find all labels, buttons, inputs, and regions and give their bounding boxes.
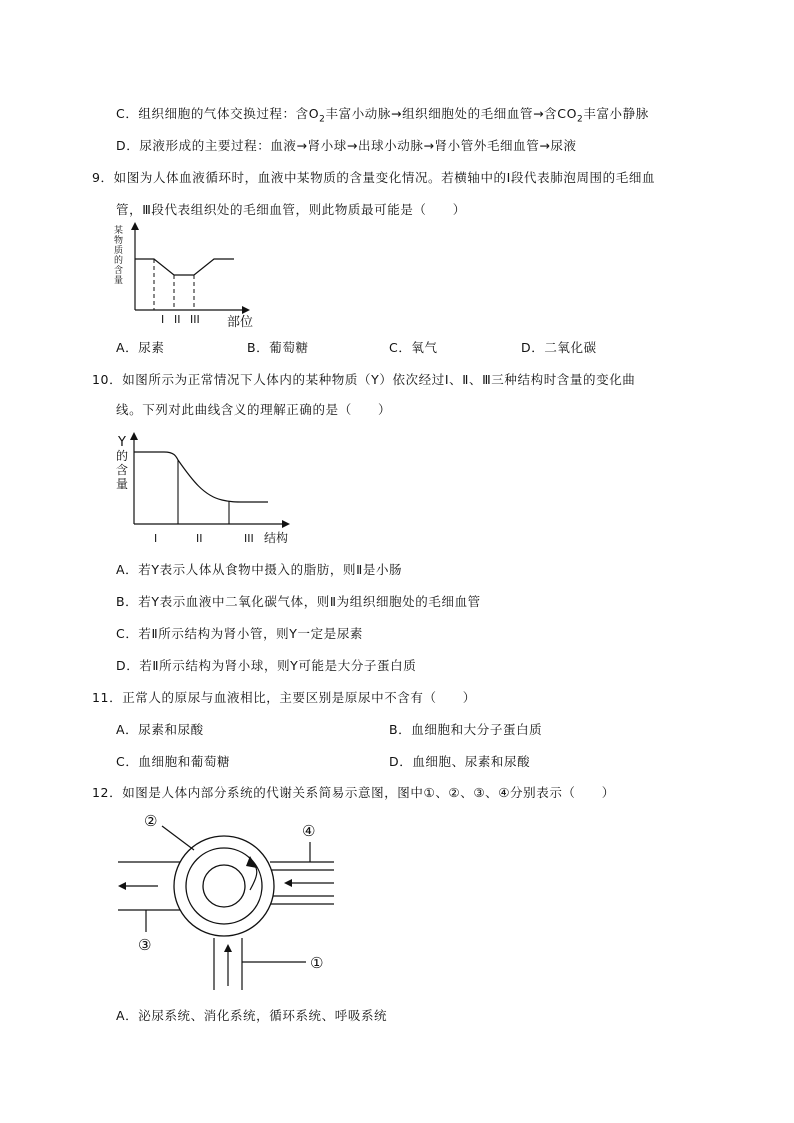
q8-option-c: C．组织细胞的气体交换过程：含$O_2$丰富小动脉→组织细胞处的毛细血管→含$CO_2$丰富小静脉 — [116, 106, 649, 125]
q11-option-d: D．血细胞、尿素和尿酸 — [389, 754, 531, 769]
q9-chart-y-arrow — [131, 222, 139, 230]
q9-option-d: D．二氧化碳 — [521, 340, 597, 355]
q12-stem: 12．如图是人体内部分系统的代谢关系简易示意图，图中①、②、③、④分别表示（ ） — [92, 785, 615, 800]
q10-chart — [112, 430, 298, 550]
q9-chart-tick-1: I — [161, 313, 165, 326]
q9-option-b: B．葡萄糖 — [247, 340, 309, 355]
q9-chart-curve — [135, 259, 234, 275]
q10-stem-line1: 10．如图所示为正常情况下人体内的某种物质（Y）依次经过Ⅰ、Ⅱ、Ⅲ三种结构时含量的变化曲 — [92, 372, 636, 387]
q12-bottom-arrowhead — [224, 944, 232, 952]
q9-stem-line1: 9．如图为人体血液循环时，血液中某物质的含量变化情况。若横轴中的Ⅰ段代表肺泡周围的毛细血 — [92, 170, 656, 185]
q11-stem: 11．正常人的原尿与血液相比，主要区别是原尿中不含有（ ） — [92, 690, 476, 705]
q10-chart-xlabel: 结构 — [264, 531, 289, 545]
q9-chart-x-arrow — [242, 306, 250, 314]
q8-option-d: D．尿液形成的主要过程：血液→肾小球→出球小动脉→肾小管外毛细血管→尿液 — [116, 138, 577, 153]
q10-chart-y-arrow — [130, 432, 138, 440]
q12-label-2-leader — [162, 826, 194, 850]
q12-label-4: ④ — [302, 822, 316, 840]
q12-label-1: ① — [310, 954, 324, 972]
q12-label-2: ② — [144, 812, 158, 830]
q9-chart-ylabel: 某物质的含量 — [114, 226, 124, 286]
q10-option-a: A．若Y表示人体从食物中摄入的脂肪，则Ⅱ是小肠 — [116, 562, 403, 577]
q9-option-a: A．尿素 — [116, 340, 165, 355]
q10-chart-x-arrow — [282, 520, 290, 528]
q9-chart-tick-3: III — [190, 313, 200, 326]
q12-right-arrowhead — [284, 879, 292, 887]
q12-diagram — [110, 808, 340, 994]
q11-option-a: A．尿素和尿酸 — [116, 722, 204, 737]
q9-chart-tick-2: II — [174, 313, 181, 326]
q10-option-b: B．若Y表示血液中二氧化碳气体，则Ⅱ为组织细胞处的毛细血管 — [116, 594, 481, 609]
q12-left-arrowhead — [118, 882, 126, 890]
q9-chart-xlabel: 部位 — [227, 315, 254, 330]
q12-option-a: A．泌尿系统、消化系统，循环系统、呼吸系统 — [116, 1008, 388, 1023]
q10-option-c: C．若Ⅱ所示结构为肾小管，则Y一定是尿素 — [116, 626, 364, 641]
q10-chart-tick-2: II — [196, 532, 203, 545]
q10-option-d: D．若Ⅱ所示结构为肾小球，则Y可能是大分子蛋白质 — [116, 658, 417, 673]
q10-chart-tick-3: III — [244, 532, 254, 545]
q10-chart-curve — [134, 452, 268, 502]
q11-option-c: C．血细胞和葡萄糖 — [116, 754, 231, 769]
q11-option-b: B．血细胞和大分子蛋白质 — [389, 722, 543, 737]
q9-option-c: C．氧气 — [389, 340, 438, 355]
q10-chart-tick-1: I — [154, 532, 158, 545]
q10-chart-ylabel-y: Y — [118, 435, 126, 450]
q10-chart-ylabel: 的含量 — [116, 449, 129, 491]
q9-stem-line2: 管，Ⅲ段代表组织处的毛细血管，则此物质最可能是（ ） — [116, 202, 466, 217]
q12-label-3: ③ — [138, 936, 152, 954]
q10-stem-line2: 线。下列对此曲线含义的理解正确的是（ ） — [116, 402, 392, 417]
q9-chart — [112, 222, 272, 330]
q12-center-circle — [203, 865, 245, 907]
